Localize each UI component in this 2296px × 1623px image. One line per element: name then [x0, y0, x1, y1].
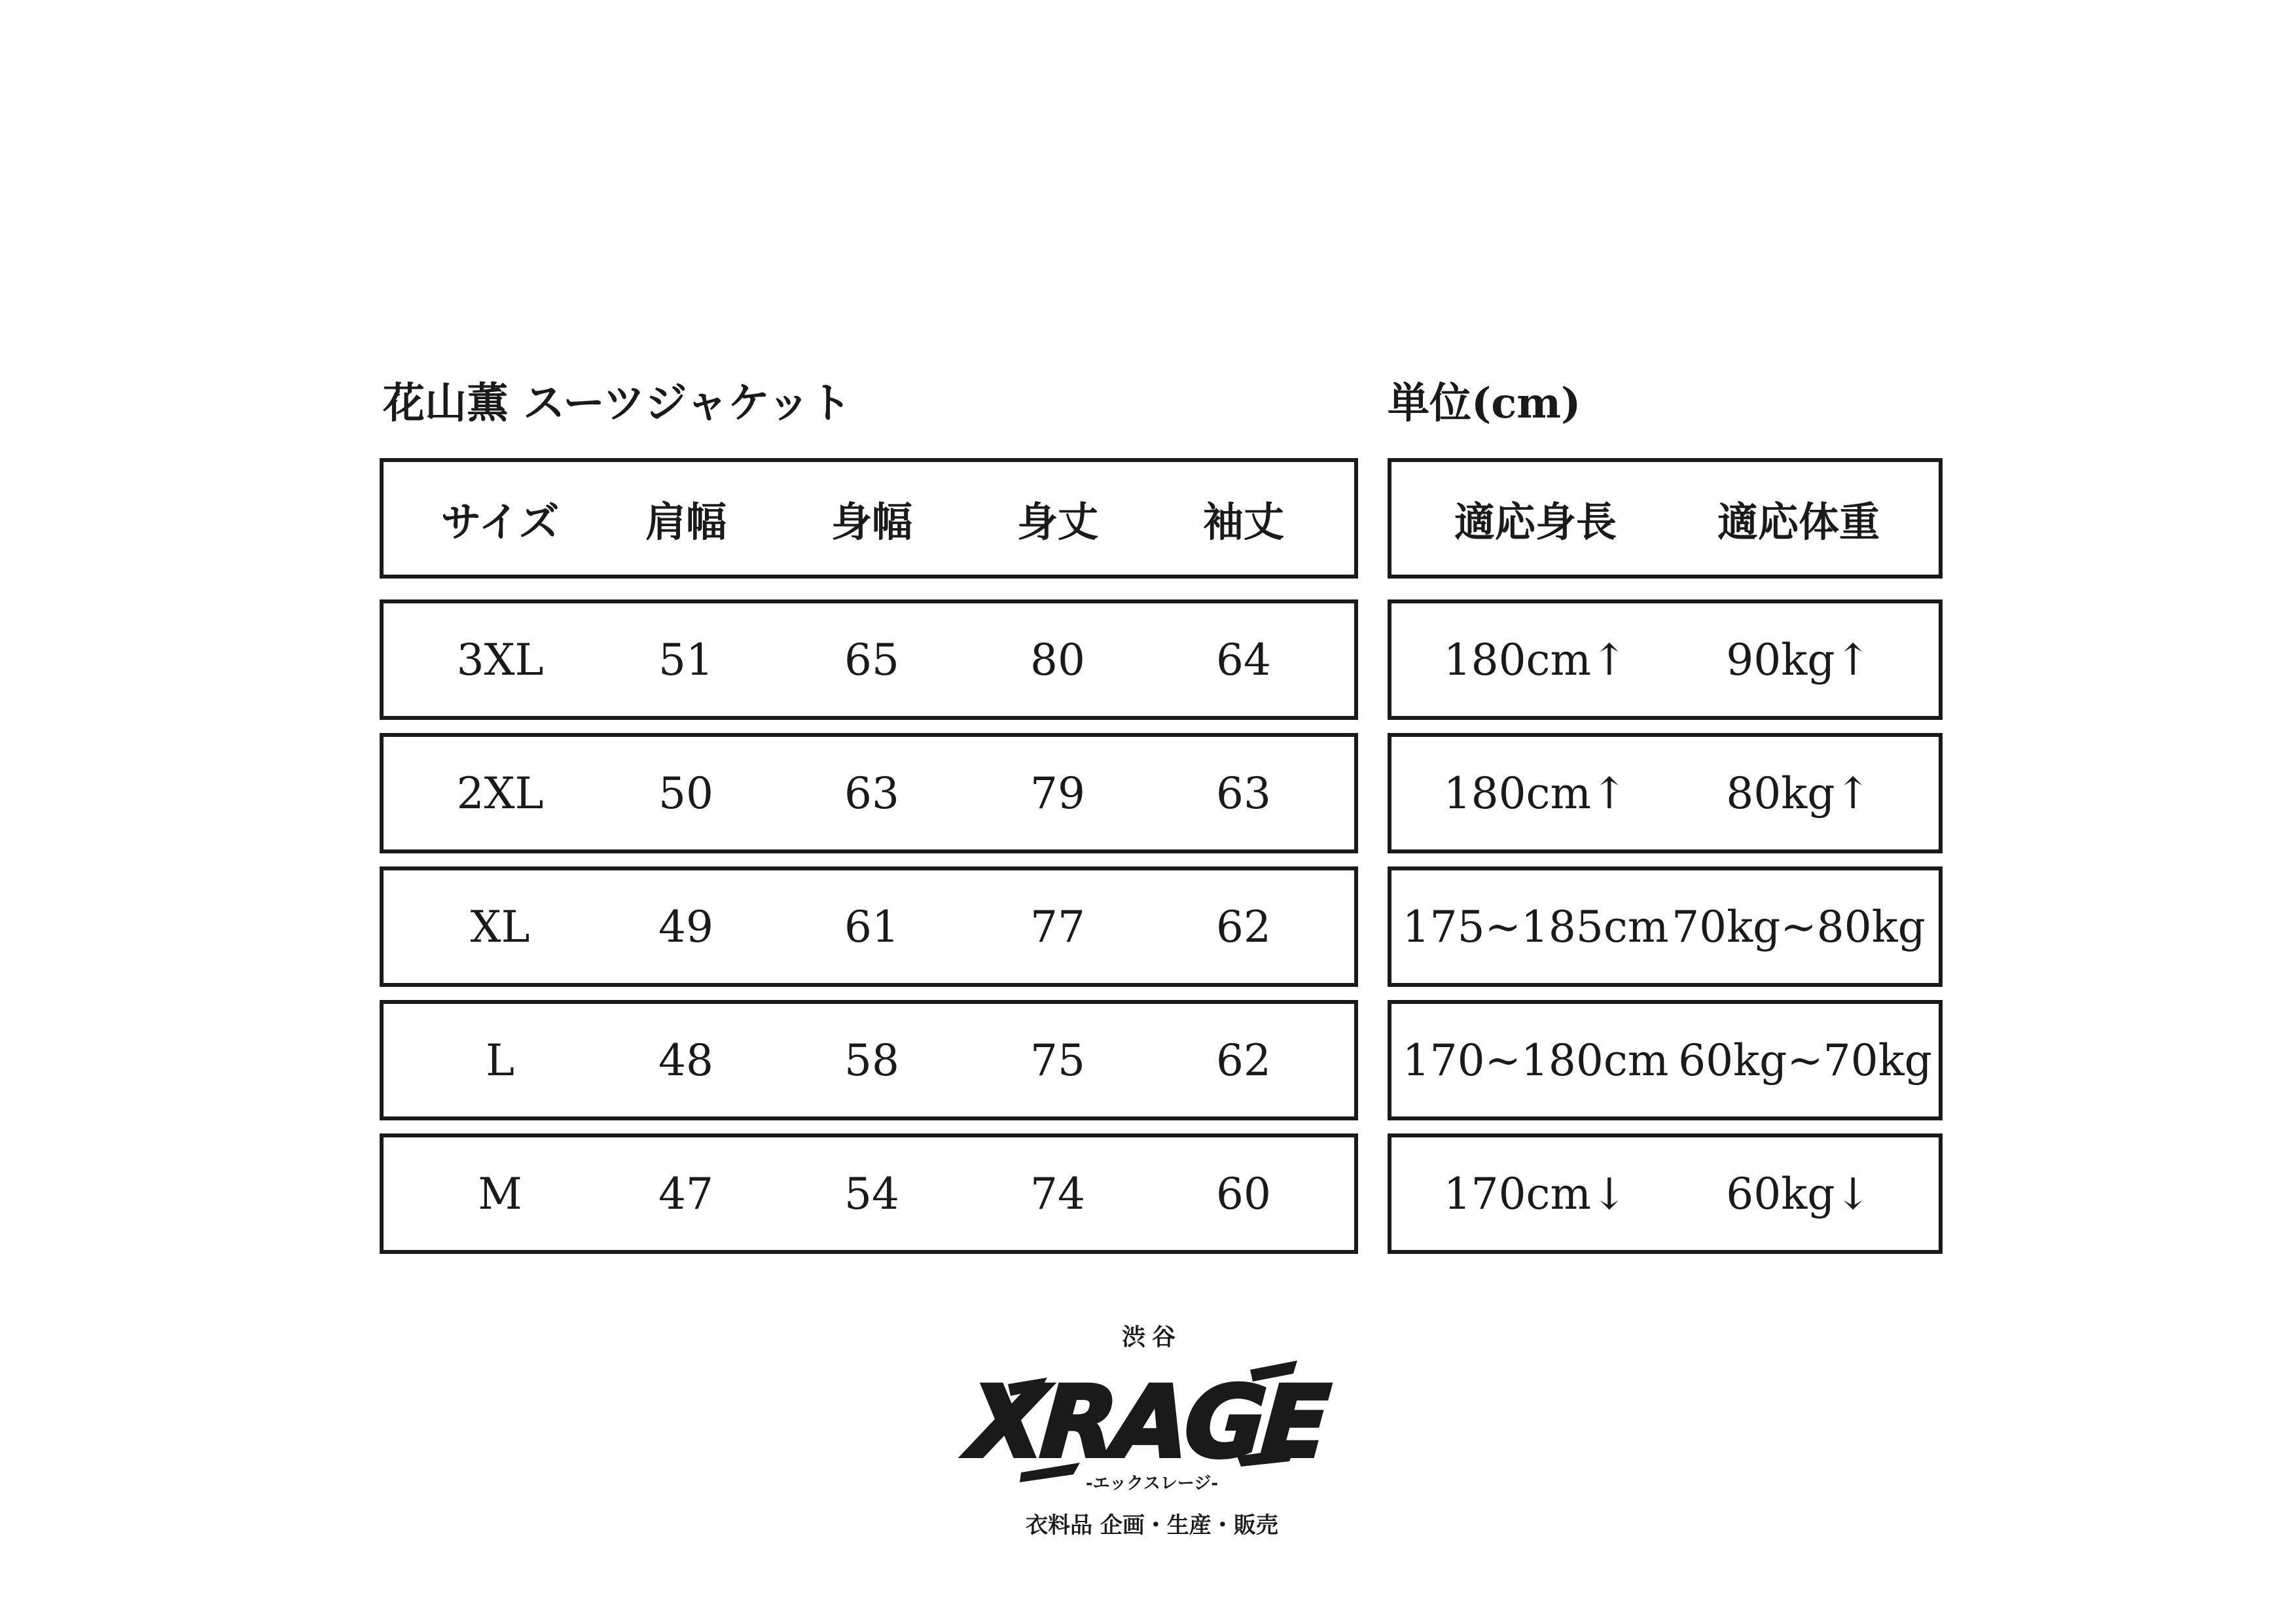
cell-size: 2XL: [456, 768, 544, 819]
cell-fit-weight: 70kg~80kg: [1672, 901, 1926, 952]
cell-fit-height: 180cm↑: [1443, 634, 1628, 685]
fit-row-2xl: [1388, 733, 1943, 853]
logo-location-text: 渋谷: [1121, 1323, 1182, 1351]
fit-row-l: [1388, 1000, 1943, 1120]
cell-fit-weight: 90kg↑: [1726, 634, 1871, 685]
size-row-m: [380, 1133, 1358, 1254]
cell-sleeve-length: 60: [1216, 1168, 1271, 1219]
cell-body-width: 58: [844, 1035, 899, 1086]
cell-fit-height: 170~180cm: [1402, 1035, 1669, 1086]
product-title: 花山薫 スーツジャケット: [383, 379, 852, 428]
xrage-logo-mark: [965, 1358, 1329, 1502]
brand-logo: [965, 1319, 1329, 1548]
cell-body-length: 74: [1030, 1168, 1085, 1219]
cell-fit-weight: 80kg↑: [1726, 768, 1871, 819]
header-shoulder-width: 肩幅: [645, 497, 727, 546]
cell-body-width: 63: [844, 768, 899, 819]
cell-fit-height: 180cm↑: [1443, 768, 1628, 819]
cell-body-width: 65: [844, 634, 899, 685]
size-row-l: [380, 1000, 1358, 1120]
cell-body-length: 77: [1030, 901, 1085, 952]
cell-size: L: [486, 1035, 514, 1086]
cell-fit-weight: 60kg~70kg: [1678, 1035, 1932, 1086]
cell-fit-height: 170cm↓: [1443, 1168, 1628, 1219]
header-fit-weight: 適応体重: [1717, 497, 1880, 546]
cell-body-length: 79: [1030, 768, 1085, 819]
cell-sleeve-length: 62: [1216, 1035, 1271, 1086]
cell-body-width: 54: [844, 1168, 899, 1219]
logo-tagline: 衣料品 企画・生産・販売: [1026, 1512, 1278, 1539]
cell-shoulder-width: 48: [658, 1035, 713, 1086]
cell-shoulder-width: 51: [658, 634, 713, 685]
header-sleeve-length: 袖丈: [1202, 497, 1285, 546]
fit-table-header: [1388, 458, 1943, 579]
cell-body-length: 75: [1030, 1035, 1085, 1086]
cell-size: XL: [470, 901, 530, 952]
header-body-length: 身丈: [1016, 497, 1099, 546]
logo-brand-text: XRAGE: [965, 1366, 1329, 1480]
size-table-header: [380, 458, 1358, 579]
cell-shoulder-width: 50: [658, 768, 713, 819]
unit-label: 単位(cm): [1388, 379, 1581, 428]
cell-fit-height: 175~185cm: [1402, 901, 1669, 952]
cell-sleeve-length: 62: [1216, 901, 1271, 952]
cell-body-length: 80: [1030, 634, 1085, 685]
cell-fit-weight: 60kg↓: [1726, 1168, 1871, 1219]
size-row-xl: [380, 866, 1358, 987]
fit-row-xl: [1388, 866, 1943, 987]
fit-row-3xl: [1388, 599, 1943, 720]
header-body-width: 身幅: [831, 497, 913, 546]
logo-reading-text: -エックスレージ-: [1085, 1474, 1219, 1493]
cell-size: M: [478, 1168, 522, 1219]
cell-body-width: 61: [844, 901, 899, 952]
size-row-3xl: [380, 599, 1358, 720]
cell-shoulder-width: 47: [658, 1168, 713, 1219]
size-row-2xl: [380, 733, 1358, 853]
header-fit-height: 適応身長: [1454, 497, 1617, 546]
header-size: サイズ: [440, 497, 560, 546]
cell-sleeve-length: 64: [1216, 634, 1271, 685]
cell-size: 3XL: [456, 634, 544, 685]
cell-shoulder-width: 49: [658, 901, 713, 952]
fit-row-m: [1388, 1133, 1943, 1254]
cell-sleeve-length: 63: [1216, 768, 1271, 819]
